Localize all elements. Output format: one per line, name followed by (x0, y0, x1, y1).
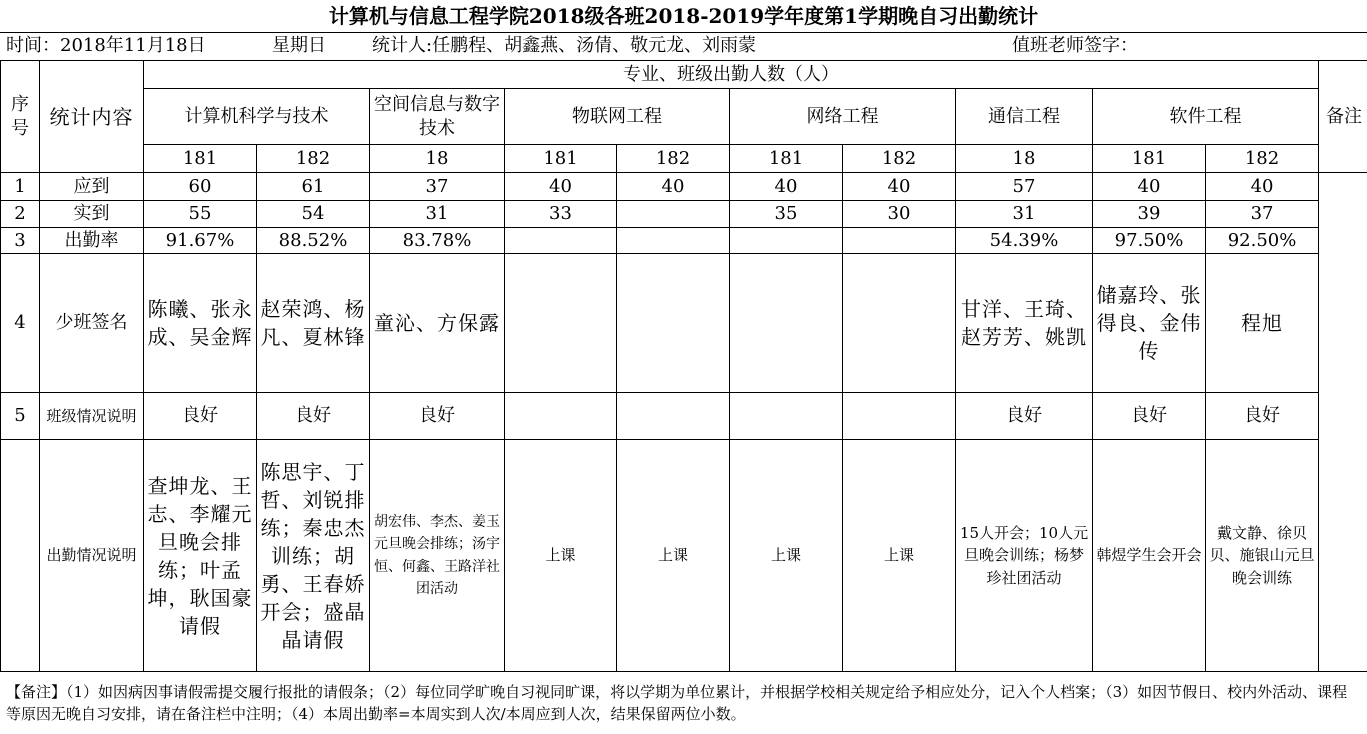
report-date: 时间：2018年11月18日 (6, 35, 206, 56)
content-header: 统计内容 (40, 61, 144, 173)
row-label: 出勤率 (40, 228, 144, 254)
major-header: 通信工程 (956, 89, 1093, 145)
table-cell: 良好 (370, 393, 505, 440)
class-header: 18 (956, 145, 1093, 173)
page-title: 计算机与信息工程学院2018级各班2018-2019学年度第1学期晚自习出勤统计 (328, 4, 1039, 28)
class-header: 18 (370, 145, 505, 173)
seq-header: 序号 (1, 61, 40, 173)
table-row (1, 173, 1367, 201)
class-header: 182 (1206, 145, 1319, 173)
teacher-signature-label: 值班老师签字： (1012, 35, 1138, 56)
major-header: 软件工程 (1093, 89, 1319, 145)
row-label: 出勤情况说明 (40, 440, 144, 672)
row-label: 应到 (40, 173, 144, 201)
table-cell (505, 228, 617, 254)
table-cell: 陈思宇、丁哲、刘锐排练；秦忠杰训练；胡勇、王春娇开会；盛晶晶请假 (257, 440, 370, 672)
table-cell: 上课 (505, 440, 617, 672)
major-header: 物联网工程 (505, 89, 730, 145)
group-header: 专业、班级出勤人数（人） (144, 61, 1319, 89)
table-cell (505, 254, 617, 393)
major-header: 计算机科学与技术 (144, 89, 370, 145)
table-cell: 37 (1206, 201, 1319, 228)
table-cell: 程旭 (1206, 254, 1319, 393)
table-cell: 40 (1093, 173, 1206, 201)
row-number: 2 (1, 201, 40, 228)
row-label: 实到 (40, 201, 144, 228)
class-header: 182 (257, 145, 370, 173)
table-cell (730, 393, 843, 440)
table-cell: 55 (144, 201, 257, 228)
table-row (1, 228, 1367, 254)
table-cell: 61 (257, 173, 370, 201)
table-cell: 胡宏伟、李杰、姜玉元旦晚会排练；汤宇恒、何鑫、王路洋社团活动 (370, 440, 505, 672)
table-cell: 88.52% (257, 228, 370, 254)
table-cell: 童沁、方保露 (370, 254, 505, 393)
table-cell: 35 (730, 201, 843, 228)
table-cell: 上课 (617, 440, 730, 672)
table-cell: 54.39% (956, 228, 1093, 254)
table-cell (505, 393, 617, 440)
table-cell: 良好 (956, 393, 1093, 440)
table-cell: 97.50% (1093, 228, 1206, 254)
table-row (1, 201, 1367, 228)
table-cell: 40 (505, 173, 617, 201)
row-number: 1 (1, 173, 40, 201)
table-row (1, 254, 1367, 393)
table-cell: 陈曦、张永成、吴金辉 (144, 254, 257, 393)
table-cell: 40 (843, 173, 956, 201)
remark-cell (1319, 173, 1367, 672)
table-cell (843, 393, 956, 440)
table-cell: 甘洋、王琦、赵芳芳、姚凯 (956, 254, 1093, 393)
table-cell (617, 201, 730, 228)
row-number: 3 (1, 228, 40, 254)
table-cell: 31 (370, 201, 505, 228)
table-cell: 40 (617, 173, 730, 201)
table-cell (843, 228, 956, 254)
table-cell: 赵荣鸿、杨凡、夏林锋 (257, 254, 370, 393)
table-cell: 60 (144, 173, 257, 201)
table-row (1, 440, 1367, 672)
table-cell: 33 (505, 201, 617, 228)
major-header: 空间信息与数字技术 (370, 89, 505, 145)
table-cell: 良好 (144, 393, 257, 440)
table-cell: 39 (1093, 201, 1206, 228)
table-cell: 良好 (1093, 393, 1206, 440)
table-row (1, 393, 1367, 440)
table-cell: 92.50% (1206, 228, 1319, 254)
class-header: 182 (843, 145, 956, 173)
table-cell (730, 228, 843, 254)
table-cell: 戴文静、徐贝贝、施银山元旦晚会训练 (1206, 440, 1319, 672)
table-cell (843, 254, 956, 393)
table-cell: 91.67% (144, 228, 257, 254)
attendance-table (0, 60, 1367, 672)
table-cell: 83.78% (370, 228, 505, 254)
table-cell (617, 254, 730, 393)
table-cell: 31 (956, 201, 1093, 228)
class-header: 182 (617, 145, 730, 173)
table-cell: 37 (370, 173, 505, 201)
table-cell: 30 (843, 201, 956, 228)
report-weekday: 星期日 (272, 35, 326, 56)
table-cell: 上课 (843, 440, 956, 672)
info-bar (0, 32, 1367, 59)
table-cell: 40 (1206, 173, 1319, 201)
remark-header: 备注 (1319, 61, 1367, 173)
class-header: 181 (505, 145, 617, 173)
table-cell: 40 (730, 173, 843, 201)
major-header: 网络工程 (730, 89, 956, 145)
row-number (1, 440, 40, 672)
row-number: 5 (1, 393, 40, 440)
table-cell (617, 393, 730, 440)
row-label: 少班签名 (40, 254, 144, 393)
table-cell: 15人开会；10人元旦晚会训练；杨梦珍社团活动 (956, 440, 1093, 672)
report-stats-by: 统计人:任鹏程、胡鑫燕、汤倩、敬元龙、刘雨蒙 (372, 35, 757, 56)
footnote: 【备注】（1）如因病因事请假需提交履行报批的请假条；（2）每位同学旷晚自习视同旷课，将以学期为单位累计，并根据学校相关规定给予相应处分，记入个人档案；（3）如因节假日、校内外活动、课程等原因无晚自习安排，请在备注栏中注明；（4）本周出勤率=本周实到人次/本周应到人次，结果保留两位小数。 (6, 683, 1348, 723)
table-cell: 54 (257, 201, 370, 228)
table-cell: 良好 (1206, 393, 1319, 440)
table-cell: 韩煜学生会开会 (1093, 440, 1206, 672)
table-cell: 良好 (257, 393, 370, 440)
table-cell: 储嘉玲、张得良、金伟传 (1093, 254, 1206, 393)
table-cell: 57 (956, 173, 1093, 201)
table-cell: 上课 (730, 440, 843, 672)
class-header: 181 (730, 145, 843, 173)
table-cell (730, 254, 843, 393)
row-label: 班级情况说明 (40, 393, 144, 440)
class-header: 181 (144, 145, 257, 173)
row-number: 4 (1, 254, 40, 393)
table-cell (617, 228, 730, 254)
class-header: 181 (1093, 145, 1206, 173)
table-cell: 查坤龙、王志、李耀元旦晚会排练；叶孟坤，耿国豪请假 (144, 440, 257, 672)
